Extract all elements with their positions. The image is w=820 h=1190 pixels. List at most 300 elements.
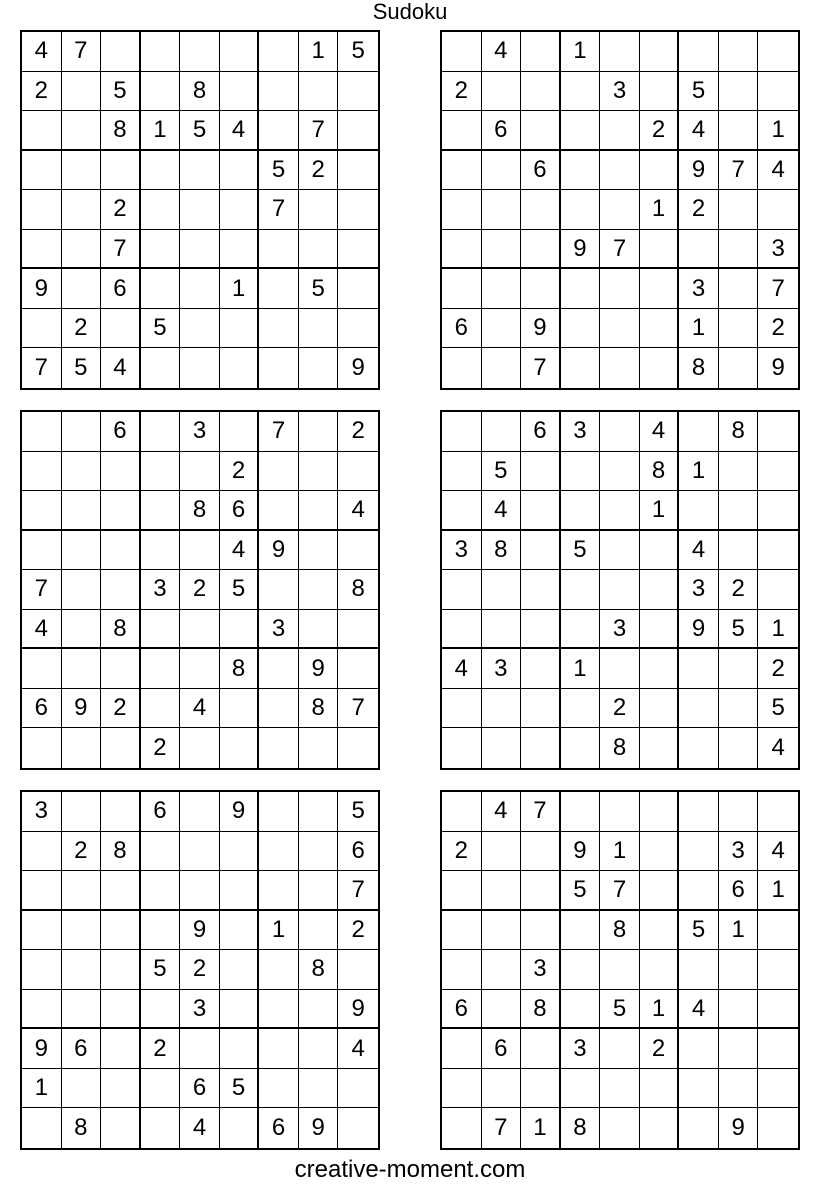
sudoku-cell	[719, 348, 759, 388]
sudoku-cell	[22, 491, 62, 531]
sudoku-cell	[719, 1069, 759, 1109]
sudoku-cell	[640, 728, 680, 768]
sudoku-cell	[482, 1069, 522, 1109]
sudoku-cell	[679, 728, 719, 768]
sudoku-cell	[141, 348, 181, 388]
sudoku-cell	[338, 1108, 378, 1148]
sudoku-cell	[482, 412, 522, 452]
sudoku-cell: 8	[561, 1108, 601, 1148]
sudoku-cell: 5	[220, 1069, 260, 1109]
sudoku-cell	[679, 491, 719, 531]
sudoku-cell	[141, 72, 181, 112]
sudoku-cell: 3	[561, 1029, 601, 1069]
sudoku-cell	[299, 452, 339, 492]
sudoku-cell	[561, 689, 601, 729]
sudoku-cell	[101, 309, 141, 349]
sudoku-cell: 3	[442, 531, 482, 571]
sudoku-cell: 3	[561, 412, 601, 452]
sudoku-grid-top-left	[20, 30, 380, 390]
sudoku-cell	[640, 32, 680, 72]
sudoku-cell	[180, 230, 220, 270]
sudoku-cell	[180, 190, 220, 230]
sudoku-cell	[758, 491, 798, 531]
sudoku-cell: 5	[141, 309, 181, 349]
sudoku-cell	[679, 689, 719, 729]
sudoku-cell: 7	[338, 689, 378, 729]
sudoku-cell: 4	[482, 491, 522, 531]
sudoku-cell	[600, 348, 640, 388]
sudoku-cell	[442, 190, 482, 230]
sudoku-cell: 3	[758, 230, 798, 270]
sudoku-cell	[141, 649, 181, 689]
sudoku-cell	[521, 452, 561, 492]
sudoku-cell: 6	[521, 412, 561, 452]
sudoku-cell	[482, 309, 522, 349]
sudoku-cell: 2	[640, 1029, 680, 1069]
sudoku-cell	[299, 190, 339, 230]
sudoku-cell	[259, 950, 299, 990]
sudoku-cell	[22, 832, 62, 872]
sudoku-cell	[62, 491, 102, 531]
sudoku-cell: 8	[600, 728, 640, 768]
sudoku-cell	[220, 610, 260, 650]
sudoku-cell: 2	[758, 309, 798, 349]
sudoku-cell	[679, 1069, 719, 1109]
sudoku-cell	[482, 269, 522, 309]
sudoku-cell	[482, 832, 522, 872]
sudoku-cell	[141, 689, 181, 729]
sudoku-cell	[259, 230, 299, 270]
sudoku-cell	[22, 728, 62, 768]
sudoku-cell	[482, 728, 522, 768]
sudoku-cell	[141, 230, 181, 270]
sudoku-cell	[299, 911, 339, 951]
sudoku-cell	[521, 832, 561, 872]
sudoku-cell	[719, 111, 759, 151]
sudoku-cell: 3	[521, 950, 561, 990]
sudoku-cell: 7	[62, 32, 102, 72]
sudoku-cell	[220, 348, 260, 388]
sudoku-cell: 8	[101, 832, 141, 872]
sudoku-cell	[758, 990, 798, 1030]
sudoku-cell	[600, 531, 640, 571]
sudoku-cell: 7	[521, 348, 561, 388]
sudoku-cell	[719, 72, 759, 112]
sudoku-cell: 9	[561, 832, 601, 872]
sudoku-cell	[220, 1029, 260, 1069]
sudoku-cell: 4	[679, 531, 719, 571]
sudoku-cell	[22, 309, 62, 349]
sudoku-cell	[299, 309, 339, 349]
sudoku-cell	[521, 610, 561, 650]
sudoku-cell: 9	[259, 531, 299, 571]
sudoku-cell: 6	[141, 792, 181, 832]
sudoku-cell	[180, 151, 220, 191]
sudoku-cell	[719, 689, 759, 729]
sudoku-cell	[338, 151, 378, 191]
sudoku-cell: 6	[442, 309, 482, 349]
sudoku-cell	[640, 911, 680, 951]
sudoku-cell	[220, 412, 260, 452]
sudoku-cell	[679, 871, 719, 911]
sudoku-cell	[259, 32, 299, 72]
sudoku-cell: 7	[338, 871, 378, 911]
sudoku-cell	[62, 151, 102, 191]
sudoku-cell: 1	[220, 269, 260, 309]
sudoku-cell: 7	[482, 1108, 522, 1148]
sudoku-cell: 4	[482, 32, 522, 72]
sudoku-cell	[521, 111, 561, 151]
sudoku-cell: 9	[180, 911, 220, 951]
sudoku-cell	[299, 990, 339, 1030]
sudoku-cell: 2	[299, 151, 339, 191]
sudoku-cell: 4	[220, 111, 260, 151]
sudoku-cell	[640, 1069, 680, 1109]
sudoku-cell	[719, 990, 759, 1030]
sudoku-cell: 4	[771, 734, 785, 762]
sudoku-cell	[101, 1069, 141, 1109]
sudoku-cell	[561, 452, 601, 492]
sudoku-cell: 6	[101, 412, 141, 452]
sudoku-cell	[141, 871, 181, 911]
sudoku-cell	[758, 190, 798, 230]
sudoku-cell	[521, 689, 561, 729]
sudoku-cell	[220, 950, 260, 990]
sudoku-cell	[600, 412, 640, 452]
sudoku-cell	[299, 1029, 339, 1069]
sudoku-cell	[442, 1029, 482, 1069]
sudoku-cell: 2	[22, 72, 62, 112]
sudoku-cell: 7	[22, 570, 62, 610]
sudoku-cell	[521, 1069, 561, 1109]
sudoku-cell: 8	[180, 491, 220, 531]
sudoku-cell	[442, 32, 482, 72]
sudoku-cell: 8	[101, 111, 141, 151]
sudoku-cell	[442, 689, 482, 729]
sudoku-cell: 4	[22, 32, 62, 72]
sudoku-cell	[180, 871, 220, 911]
sudoku-cell	[482, 151, 522, 191]
sudoku-cell	[22, 1108, 62, 1148]
sudoku-cell: 2	[141, 728, 181, 768]
sudoku-cell	[600, 309, 640, 349]
sudoku-cell	[600, 269, 640, 309]
sudoku-cell	[338, 190, 378, 230]
sudoku-cell: 6	[482, 111, 522, 151]
sudoku-cell	[338, 649, 378, 689]
sudoku-cell	[259, 792, 299, 832]
sudoku-cell	[561, 72, 601, 112]
sudoku-cell: 7	[259, 190, 299, 230]
sudoku-cell	[259, 728, 299, 768]
sudoku-cell	[442, 491, 482, 531]
sudoku-cell: 2	[180, 950, 220, 990]
sudoku-cell	[62, 911, 102, 951]
sudoku-cell	[338, 950, 378, 990]
sudoku-cell	[758, 911, 798, 951]
sudoku-cell	[679, 649, 719, 689]
sudoku-cell: 4	[679, 111, 719, 151]
sudoku-cell	[600, 1029, 640, 1069]
sudoku-cell	[561, 491, 601, 531]
sudoku-cell	[299, 792, 339, 832]
sudoku-cell	[442, 871, 482, 911]
sudoku-cell: 1	[259, 911, 299, 951]
sudoku-cell	[101, 531, 141, 571]
sudoku-cell: 5	[561, 871, 601, 911]
sudoku-cell: 2	[679, 190, 719, 230]
sudoku-cell	[180, 531, 220, 571]
sudoku-cell: 6	[442, 990, 482, 1030]
sudoku-cell: 3	[180, 990, 220, 1030]
sudoku-cell	[180, 348, 220, 388]
sudoku-cell	[640, 72, 680, 112]
sudoku-cell	[482, 689, 522, 729]
sudoku-cell	[719, 190, 759, 230]
sudoku-cell	[62, 230, 102, 270]
sudoku-cell	[180, 269, 220, 309]
sudoku-cell: 6	[719, 871, 759, 911]
sudoku-cell	[442, 412, 482, 452]
sudoku-cell	[442, 348, 482, 388]
sudoku-cell: 8	[62, 1108, 102, 1148]
sudoku-cell: 9	[22, 1029, 62, 1069]
sudoku-cell	[220, 151, 260, 191]
sudoku-cell	[141, 832, 181, 872]
sudoku-cell	[220, 72, 260, 112]
sudoku-cell: 6	[22, 689, 62, 729]
sudoku-cell	[521, 32, 561, 72]
sudoku-cell: 4	[482, 792, 522, 832]
sudoku-cell	[220, 190, 260, 230]
sudoku-cell	[220, 832, 260, 872]
sudoku-cell	[482, 950, 522, 990]
sudoku-cell	[299, 230, 339, 270]
sudoku-cell	[719, 309, 759, 349]
sudoku-cell	[561, 950, 601, 990]
sudoku-cell	[220, 32, 260, 72]
sudoku-cell	[482, 610, 522, 650]
sudoku-cell: 8	[299, 950, 339, 990]
sudoku-cell	[101, 990, 141, 1030]
sudoku-cell	[220, 1108, 260, 1148]
sudoku-cell: 2	[442, 832, 482, 872]
sudoku-cell	[220, 871, 260, 911]
sudoku-cell	[22, 871, 62, 911]
sudoku-cell	[259, 689, 299, 729]
sudoku-cell	[180, 309, 220, 349]
sudoku-cell	[338, 728, 378, 768]
sudoku-cell	[521, 728, 561, 768]
sudoku-cell	[679, 792, 719, 832]
sudoku-cell	[22, 230, 62, 270]
sudoku-cell	[561, 190, 601, 230]
sudoku-cell: 2	[62, 309, 102, 349]
sudoku-grid-bottom-left	[20, 790, 380, 1150]
sudoku-cell	[561, 728, 601, 768]
sudoku-cell: 7	[22, 348, 62, 388]
sudoku-cell	[220, 689, 260, 729]
sudoku-cell	[482, 990, 522, 1030]
sudoku-cell	[259, 452, 299, 492]
sudoku-cell	[442, 570, 482, 610]
sudoku-cell	[640, 309, 680, 349]
sudoku-cell	[22, 649, 62, 689]
sudoku-cell	[679, 32, 719, 72]
sudoku-cell	[442, 911, 482, 951]
sudoku-cell: 4	[758, 151, 798, 191]
sudoku-cell	[338, 72, 378, 112]
sudoku-cell	[679, 1108, 719, 1148]
sudoku-cell: 8	[679, 348, 719, 388]
sudoku-cell: 4	[22, 610, 62, 650]
sudoku-cell: 7	[758, 269, 798, 309]
sudoku-cell	[180, 792, 220, 832]
page-title: Sudoku	[372, 0, 448, 24]
sudoku-cell	[101, 491, 141, 531]
sudoku-cell	[719, 269, 759, 309]
sudoku-cell	[561, 570, 601, 610]
sudoku-cell: 5	[101, 72, 141, 112]
sudoku-cell: 7	[600, 230, 640, 270]
sudoku-cell: 8	[719, 412, 759, 452]
sudoku-cell	[719, 452, 759, 492]
sudoku-cell	[299, 1069, 339, 1109]
sudoku-cell	[62, 72, 102, 112]
sudoku-cell	[758, 531, 798, 571]
sudoku-cell	[180, 649, 220, 689]
sudoku-cell	[62, 531, 102, 571]
sudoku-cell	[679, 412, 719, 452]
sudoku-cell: 5	[62, 348, 102, 388]
sudoku-cell: 1	[758, 610, 798, 650]
sudoku-cell	[482, 871, 522, 911]
sudoku-cell: 7	[600, 871, 640, 911]
sudoku-cell: 2	[758, 649, 798, 689]
sudoku-cell: 9	[679, 610, 719, 650]
sudoku-cell: 8	[338, 570, 378, 610]
sudoku-cell: 6	[62, 1029, 102, 1069]
sudoku-cell: 3	[22, 792, 62, 832]
sudoku-cell	[101, 151, 141, 191]
sudoku-cell	[62, 950, 102, 990]
sudoku-cell	[141, 269, 181, 309]
sudoku-cell: 3	[482, 649, 522, 689]
sudoku-cell: 1	[758, 111, 798, 151]
sudoku-cell	[561, 990, 601, 1030]
sudoku-cell	[259, 1069, 299, 1109]
sudoku-cell	[521, 190, 561, 230]
sudoku-cell: 5	[338, 32, 378, 72]
sudoku-cell	[600, 1069, 640, 1109]
sudoku-cell	[141, 412, 181, 452]
sudoku-cell	[482, 190, 522, 230]
sudoku-cell	[22, 151, 62, 191]
sudoku-cell	[561, 348, 601, 388]
sudoku-cell	[101, 32, 141, 72]
sudoku-cell	[640, 1108, 680, 1148]
sudoku-cell: 2	[338, 911, 378, 951]
sudoku-cell	[220, 309, 260, 349]
sudoku-cell	[719, 1029, 759, 1069]
sudoku-cell	[22, 990, 62, 1030]
sudoku-cell: 2	[141, 1029, 181, 1069]
sudoku-cell	[521, 649, 561, 689]
sudoku-cell: 5	[679, 72, 719, 112]
sudoku-cell	[62, 1069, 102, 1109]
sudoku-cell: 2	[220, 452, 260, 492]
sudoku-cell: 9	[220, 792, 260, 832]
sudoku-cell	[101, 570, 141, 610]
sudoku-cell	[719, 491, 759, 531]
sudoku-cell	[640, 689, 680, 729]
sudoku-cell	[180, 610, 220, 650]
sudoku-cell	[141, 1069, 181, 1109]
sudoku-cell	[299, 832, 339, 872]
sudoku-cell	[259, 269, 299, 309]
sudoku-cell	[141, 190, 181, 230]
sudoku-cell	[101, 950, 141, 990]
sudoku-cell: 2	[101, 190, 141, 230]
sudoku-cell	[758, 1029, 798, 1069]
sudoku-cell	[101, 871, 141, 911]
sudoku-cell	[679, 230, 719, 270]
sudoku-cell	[442, 230, 482, 270]
sudoku-cell: 5	[299, 269, 339, 309]
sudoku-cell	[259, 649, 299, 689]
sudoku-cell: 1	[141, 111, 181, 151]
sudoku-cell	[442, 792, 482, 832]
sudoku-cell	[758, 1069, 798, 1109]
sudoku-cell: 2	[600, 689, 640, 729]
sudoku-cell	[180, 1029, 220, 1069]
sudoku-cell	[259, 1029, 299, 1069]
sudoku-cell: 7	[259, 412, 299, 452]
sudoku-cell	[561, 610, 601, 650]
sudoku-cell	[679, 832, 719, 872]
sudoku-cell: 4	[101, 348, 141, 388]
sudoku-cell: 2	[62, 832, 102, 872]
sudoku-cell	[299, 348, 339, 388]
sudoku-cell: 5	[600, 990, 640, 1030]
sudoku-cell	[259, 72, 299, 112]
sudoku-cell: 5	[679, 911, 719, 951]
sudoku-cell	[442, 728, 482, 768]
sudoku-cell	[640, 950, 680, 990]
sudoku-cell	[338, 309, 378, 349]
sudoku-cell	[521, 911, 561, 951]
sudoku-cell: 5	[259, 151, 299, 191]
sudoku-cell	[442, 1069, 482, 1109]
sudoku-cell: 4	[442, 649, 482, 689]
sudoku-cell: 7	[101, 230, 141, 270]
sudoku-cell	[561, 151, 601, 191]
sudoku-cell: 2	[442, 72, 482, 112]
sudoku-cell: 6	[180, 1069, 220, 1109]
sudoku-cell	[758, 452, 798, 492]
sudoku-cell: 3	[679, 570, 719, 610]
sudoku-cell	[259, 348, 299, 388]
sudoku-cell	[22, 412, 62, 452]
sudoku-cell	[640, 792, 680, 832]
sudoku-cell: 4	[679, 990, 719, 1030]
sudoku-cell	[338, 452, 378, 492]
sudoku-cell: 3	[600, 610, 640, 650]
sudoku-cell	[640, 269, 680, 309]
sudoku-cell: 3	[719, 832, 759, 872]
sudoku-cell	[758, 72, 798, 112]
sudoku-cell: 9	[771, 354, 785, 382]
